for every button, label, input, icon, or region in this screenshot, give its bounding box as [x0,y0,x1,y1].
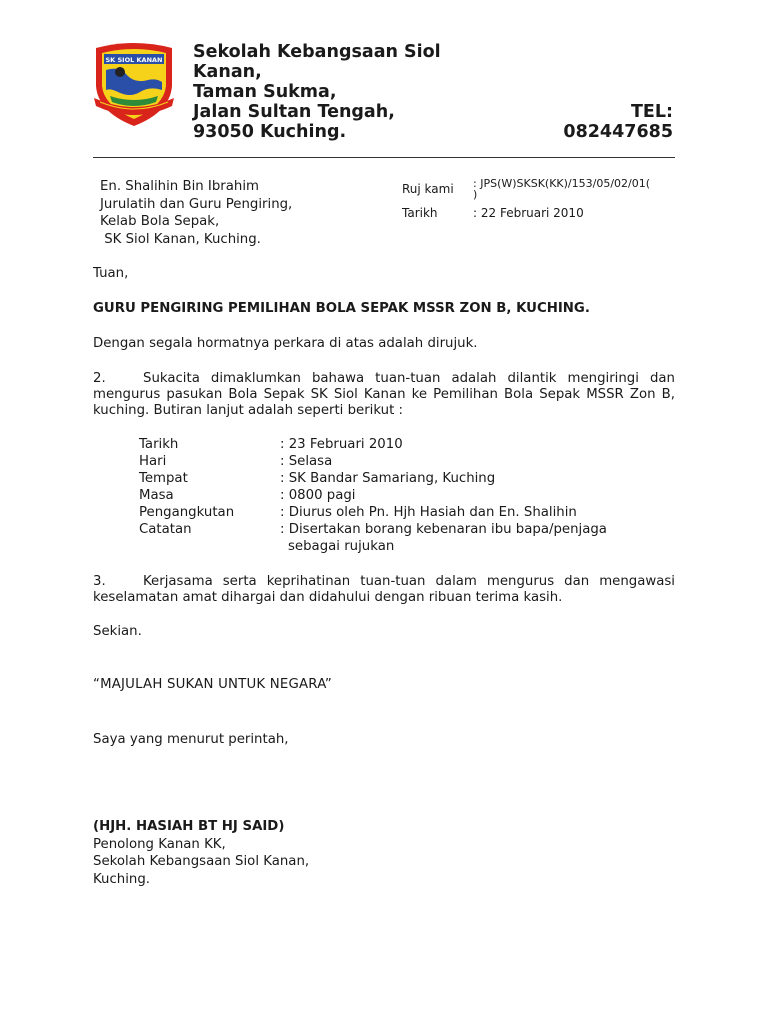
paragraph-2-text: Sukacita dimaklumkan bahawa tuan-tuan adalah dilantik mengiringi dan mengurus pasukan Bola Sepak SK Siol Kanan ke Pemilihan Bola Sepak MSSR Zon B, kuching. Butiran lanjut adalah seperti berikut : [93,371,675,418]
paragraph-3 [93,574,675,606]
details-row [139,453,660,470]
closing: Sekian. [93,624,142,639]
details-table [139,436,660,555]
ruj-label: Ruj kami [402,182,454,196]
details-label: Hari [139,454,167,469]
paragraph-number: 3. [93,574,106,589]
paragraph-2 [93,371,675,419]
details-value-continued: sebagai rujukan [288,539,395,554]
school-line: 93050 Kuching. [193,122,347,142]
details-value: : Selasa [280,454,333,469]
school-line: Sekolah Kebangsaan Siol [193,42,441,62]
details-value: : SK Bandar Samariang, Kuching [280,471,496,486]
ruj-value: : JPS(W)SKSK(KK)/153/05/02/01( ) [473,177,651,201]
details-row [139,504,660,521]
header-divider [93,157,675,158]
paragraph-1: Dengan segala hormatnya perkara di atas adalah dirujuk. [93,336,478,351]
signature-block [93,818,309,888]
details-row [139,436,660,453]
details-value: : Diurus oleh Pn. Hjh Hasiah dan En. Shalihin [280,505,577,520]
details-label: Tarikh [139,437,179,452]
salutation: Tuan, [93,266,129,281]
signer-line: Sekolah Kebangsaan Siol Kanan, [93,854,310,869]
paragraph-3-text: Kerjasama serta keprihatinan tuan-tuan dalam mengurus dan mengawasi keselamatan amat dihargai dan didahului dengan ribuan terima kasih. [93,574,675,605]
school-line: Taman Sukma, [193,82,337,102]
details-value-group [280,521,660,555]
details-row [139,521,660,555]
details-value: : 23 Februari 2010 [280,437,403,452]
school-logo [90,40,178,128]
reference-block [402,178,673,220]
signer-line: Penolong Kanan KK, [93,836,226,852]
tarikh-value: : 22 Februari 2010 [473,206,584,220]
details-value: : Disertakan borang kebenaran ibu bapa/penjaga [280,522,607,537]
details-row [139,487,660,504]
details-value: : 0800 pagi [280,488,356,503]
paragraph-number: 2. [93,371,106,386]
addressee-line: Kelab Bola Sepak, [100,214,220,229]
addressee-line: SK Siol Kanan, Kuching. [100,231,261,247]
motto: “MAJULAH SUKAN UNTUK NEGARA” [93,677,332,692]
signer-line: Kuching. [93,871,151,887]
details-label: Tempat [139,471,188,486]
addressee-line: En. Shalihin Bin Ibrahim [100,179,259,194]
tel-number: 082447685 [563,122,673,142]
details-label: Pengangkutan [139,505,235,520]
details-label: Masa [139,488,174,503]
tel-label: TEL: [630,102,673,122]
details-label: Catatan [139,522,192,537]
logo-text: SK SIOL KANAN [105,56,163,64]
subject-line: GURU PENGIRING PEMILIHAN BOLA SEPAK MSSR ZON B, KUCHING. [93,301,590,316]
addressee-line: Jurulatih dan Guru Pengiring, [100,196,293,212]
addressee-block [100,178,292,248]
tarikh-label: Tarikh [402,206,438,220]
school-line: Jalan Sultan Tengah, [193,102,395,122]
school-line: Kanan, [193,62,262,82]
details-row [139,470,660,487]
sign-off: Saya yang menurut perintah, [93,732,289,747]
signer-name: (HJH. HASIAH BT HJ SAID) [93,819,285,834]
